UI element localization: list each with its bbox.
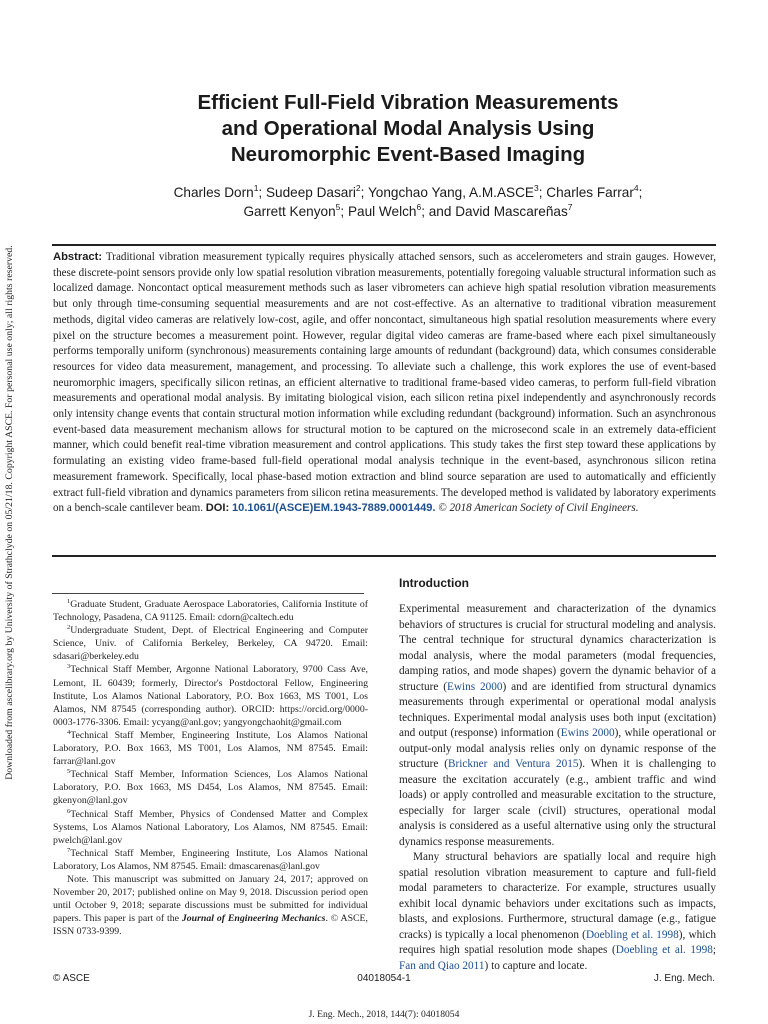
author-affil-mark: 6	[416, 202, 422, 212]
author-affil-mark: 5	[335, 202, 341, 212]
title-line-3: Neuromorphic Event-Based Imaging	[230, 143, 586, 166]
author-affil-mark: 4	[633, 183, 639, 193]
author-name: ; Yongchao Yang, A.M.ASCE	[360, 185, 534, 200]
paragraph-text: ), while operational or output-only modal analysis relies only on dynamic response of the structure (	[399, 727, 716, 770]
journal-name: Journal of Engineering Mechanics	[181, 913, 326, 925]
footnote-mark: 1	[67, 598, 71, 605]
paper-title	[80, 90, 736, 168]
author-name: ; Charles Farrar	[538, 185, 634, 200]
author-affil-mark: 2	[355, 183, 361, 193]
citation-link[interactable]: Doebling et al. 1998	[615, 944, 713, 956]
intro-paragraph-1	[399, 602, 716, 850]
paragraph-text: Many structural behaviors are spatially local and require high spatial resolution vibration measurement to capture and full-field modal parameters to characterize. For example, structures usually exhibit local dynamic behaviors under excitations such as impacts, blasts, and explosions. Furthermore, structural damage (e.g., fatigue cracks) is typically a local phenomenon (	[399, 851, 716, 941]
footnote-text: Technical Staff Member, Argonne National Laboratory, 9700 Cass Ave, Lemont, IL 60439; formerly, Director's Postdoctoral Fellow, Engineering Institute, Los Alamos National Laboratory, P.O. Box 1663, MS T001, Los Alamos, NM 87545 (corresponding author). ORCID: https://orcid.org/0000-0003-1776-3306. Email: ycyang@anl.gov; yangyongchaohit@gmail.com	[53, 664, 368, 728]
title-line-1: Efficient Full-Field Vibration Measurements	[197, 91, 619, 114]
manuscript-note-text: Note. This manuscript was submitted on January 24, 2017; approved on November 20, 2017; published online on May 9, 2018. Discussion period open until October 9, 2018; separate discussions must be submitted for individual papers. This paper is part of the	[53, 873, 368, 925]
footnote-2	[53, 624, 368, 663]
footnote-text: Undergraduate Student, Dept. of Electrical Engineering and Computer Science, Univ. of California Berkeley, Berkeley, CA 94720. Email: sdasari@berkeley.edu	[53, 625, 368, 663]
footnote-mark: 3	[67, 663, 71, 671]
footnote-3	[53, 663, 368, 728]
footnote-text: Technical Staff Member, Engineering Institute, Los Alamos National Laboratory, Los Alamos, NM 87545. Email: dmascarenas@lanl.gov	[53, 847, 368, 872]
paragraph-text: ) and are identified from structural dynamics measurements through experimental or operational modal analysis techniques. Experimental modal analysis uses both input (excitation) and output (response) information (	[399, 680, 717, 739]
footnote-text: Graduate Student, Graduate Aerospace Laboratories, California Institute of Technology, Pasadena, CA 91125. Email: cdorn@caltech.edu	[53, 599, 368, 624]
author-affil-mark: 1	[253, 183, 259, 193]
footnote-mark: 2	[67, 624, 71, 632]
download-notice-text: Downloaded from ascelibrary.org by University of Strathclyde on 05/21/18. Copyright ASCE. For personal use only; all rights reserved.	[3, 244, 15, 780]
download-notice	[2, 232, 16, 792]
footnote-text: Technical Staff Member, Information Sciences, Los Alamos National Laboratory, P.O. Box 1663, MS D454, Los Alamos, NM 87545. Email: gkenyon@lanl.gov	[53, 769, 368, 807]
footer-journal-abbrev: J. Eng. Mech.	[653, 973, 715, 984]
paragraph-text: ). When it is challenging to measure the excitation accurately (e.g., ambient traffic and wind loads) or apply controlled and measurable excitation to the structure, especially for larger scale (civil) structures, operational modal analysis is considered as a useful alternative using only the structural dynamics response measurements.	[399, 758, 716, 848]
footer-article-number: 04018054-1	[357, 973, 411, 984]
author-name: ; Paul Welch	[340, 204, 417, 219]
footnote-mark: 5	[67, 768, 71, 776]
title-line-2: and Operational Modal Analysis Using	[221, 117, 595, 140]
citation-link[interactable]: Ewins 2000	[560, 727, 615, 739]
footnote-1	[53, 598, 368, 624]
abstract-bottom-rule	[52, 555, 716, 557]
introduction-body	[399, 602, 716, 974]
footer-copyright: © ASCE	[53, 973, 90, 984]
footnote-mark: 6	[67, 807, 71, 815]
author-separator: ;	[638, 185, 643, 200]
paragraph-text: Experimental measurement and characterization of the dynamics behaviors of structures is crucial for structural modeling and analysis. The central technique for structural dynamics characterization is modal analysis, where the modal parameters (modal frequencies, damping ratios, and mode shapes) govern the dynamic behavior of a structure (	[399, 603, 716, 693]
citation-link[interactable]: Ewins 2000	[446, 680, 503, 693]
author-name: ; Sudeep Dasari	[258, 185, 356, 200]
paragraph-text: ;	[712, 944, 716, 956]
section-heading-introduction: Introduction	[399, 576, 469, 590]
footnote-mark: 7	[67, 846, 71, 854]
doi-label: DOI:	[205, 502, 230, 515]
footnote-mark: 4	[67, 728, 71, 736]
footnote-rule	[52, 593, 364, 594]
footnote-4	[53, 729, 368, 768]
manuscript-note-end: . © ASCE, ISSN 0733-9399.	[53, 913, 368, 938]
author-affil-mark: 3	[533, 183, 539, 193]
author-name: ; and David Mascareñas	[421, 204, 568, 219]
footnote-6	[53, 808, 368, 847]
journal-citation: J. Eng. Mech., 2018, 144(7): 04018054	[308, 1009, 460, 1020]
affiliation-footnotes	[53, 598, 368, 938]
citation-link[interactable]: Doebling et al. 1998	[585, 928, 679, 941]
author-name: Charles Dorn	[173, 185, 254, 200]
paragraph-text: ) to capture and locate.	[484, 959, 588, 972]
footnote-7	[53, 847, 368, 873]
footnote-text: Technical Staff Member, Engineering Institute, Los Alamos National Laboratory, P.O. Box 1663, MS T001, Los Alamos, NM 87545. Email: farrar@lanl.gov	[53, 729, 368, 768]
abstract-label: Abstract:	[53, 251, 103, 263]
author-affil-mark: 7	[567, 202, 573, 212]
intro-paragraph-2	[399, 850, 716, 974]
footnote-5	[53, 768, 368, 807]
author-name: Garrett Kenyon	[243, 204, 336, 219]
abstract-top-rule	[52, 244, 716, 246]
footnote-text: Technical Staff Member, Physics of Condensed Matter and Complex Systems, Los Alamos National Laboratory, Los Alamos, NM 87545. Email: pwelch@lanl.gov	[53, 808, 368, 846]
author-list	[80, 183, 736, 221]
abstract-text: Traditional vibration measurement typically requires physically attached sensors, such as accelerometers and strain gauges. However, these discrete-point sensors provide only low spatial resolution vibration measurements, potentially foregoing valuable structural information such as localized damage. Noncontact optical measurement methods such as laser vibrometers can achieve high spatial resolution vibration measurements but only through time-consuming sequential measurements and are not cost-effective. As an alternative to traditional vibration measurement methods, digital video cameras are relatively low-cost, agile, and offer noncontact, simultaneous high spatial resolution measurements where every pixel on the structure becomes a measurement point. However, regular digital video cameras are frame-based where each pixel simultaneously performs temporally uniform (synchronous) measurements containing large amounts of redundant (background) data, which consumes considerable resources for video data measurement, management, and processing. To alleviate such a challenge, this work explores the use of event-based neuromorphic imagers, specifically silicon retinas, an efficient alternative to traditional frame-based video cameras, to perform full-field vibration measurements and operational modal analysis. By imitating biological vision, each silicon retina pixel independently and asynchronously records only intensity change events that contain structural motion information while excluding redundant (background) information. Such an asynchronous event-based data measurement mechanism allows for structural motion to be captured on the microsecond scale in an extremely data-efficient manner, which could benefit real-time vibration measurement and control applications. This study takes the first step toward these applications by formulating an existing video frame-based full-field operational modal analysis technique in the event-based, asynchronous silicon retina measurement framework. Specifically, local phase-based motion extraction and blind source separation are used to automatically and efficiently extract full-field vibration and dynamics parameters from silicon retina measurements. The developed method is validated by laboratory experiments on a bench-scale cantilever beam.	[53, 251, 716, 515]
citation-link[interactable]: Fan and Qiao 2011	[399, 959, 485, 972]
abstract-block	[53, 250, 716, 517]
citation-link[interactable]: Brickner and Ventura 2015	[447, 758, 579, 770]
doi-link[interactable]: 10.1061/(ASCE)EM.1943-7889.0001449.	[231, 502, 436, 515]
abstract-copyright: © 2018 American Society of Civil Engineers.	[438, 502, 639, 515]
paragraph-text: ), which requires high spatial resolution mode shapes (	[399, 928, 716, 956]
manuscript-note	[53, 873, 368, 938]
